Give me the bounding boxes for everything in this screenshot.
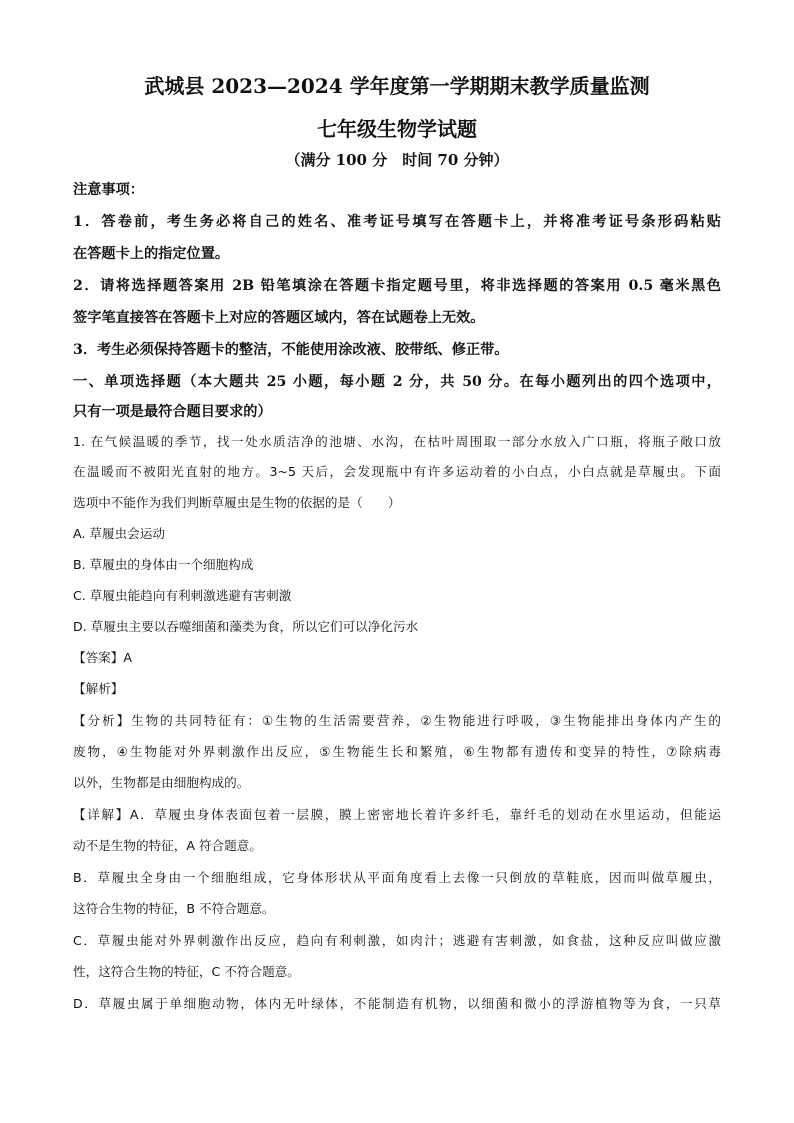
analysis-text-line-3: 以外，生物都是由细胞构成的。 [73,775,250,790]
option-d: D. 草履虫主要以吞噬细菌和藻类为食，所以它们可以净化污水 [73,619,419,634]
notice-item-1-cont: 在答题卡上的指定位置。 [73,246,230,262]
answer: 【答案】A [73,650,132,665]
section-heading-cont: 只有一项是最符合题目要求的） [73,404,272,420]
exam-subtitle: 七年级生物学试题 [317,117,477,141]
question-stem: 1. 在气候温暖的季节，找一处水质洁净的池塘、水沟，在枯叶周围取一部分水放入广口瓶，将瓶子敞口放 [73,434,721,449]
question-stem-line-3: 选项中不能作为我们判断草履虫是生物的依据的是（ ） [73,495,401,510]
question-stem-line-2: 在温暖而不被阳光直射的地方。3~5 天后，会发现瓶中有许多运动着的小白点，小白点就是草履虫。下面 [73,464,721,479]
option-c: C. 草履虫能趋向有利刺激逃避有害刺激 [73,588,292,603]
notice-item-2: 2．请将选择题答案用 2B 铅笔填涂在答题卡指定题号里，将非选择题的答案用 0.5 毫米黑色 [73,278,721,294]
detail-a: 【详解】A．草履虫身体表面包着一层膜，膜上密密地长着许多纤毛，靠纤毛的划动在水里运动，但能运 [73,807,721,822]
detail-c: C．草履虫能对外界刺激作出反应，趋向有利刺激，如肉汁；逃避有害刺激，如食盐，这种反应叫做应激 [73,933,721,948]
option-b: B. 草履虫的身体由一个细胞构成 [73,557,254,572]
detail-b: B．草履虫全身由一个细胞组成，它身体形状从平面角度看上去像一只倒放的草鞋底，因而叫做草履虫， [73,870,721,885]
analysis-text-line-2: 废物，④生物能对外界刺激作出反应，⑤生物能生长和繁殖，⑥生物都有遗传和变异的特性，⑦除病毒 [73,744,721,759]
notice-heading: 注意事项： [73,182,144,198]
notice-item-2-cont: 签字笔直接答在答题卡上对应的答题区域内，答在试题卷上无效。 [73,310,485,326]
exam-title: 武城县 2023—2024 学年度第一学期期末教学质量监测 [144,74,650,98]
analysis-text: 【分析】生物的共同特征有：①生物的生活需要营养，②生物能进行呼吸，③生物能排出身体内产生的 [73,713,721,728]
score-time-info: （满分 100 分 时间 70 分钟） [285,151,509,169]
detail-b-cont: 这符合生物的特征，B 不符合题意。 [73,901,275,916]
detail-a-cont: 动不是生物的特征，A 符合题意。 [73,838,262,853]
analysis-label: 【解析】 [73,681,124,696]
notice-item-3: 3．考生必须保持答题卡的整洁，不能使用涂改液、胶带纸、修正带。 [73,342,509,358]
notice-item-1: 1．答卷前，考生务必将自己的姓名、准考证号填写在答题卡上，并将准考证号条形码粘贴 [73,214,721,230]
section-heading: 一、单项选择题（本大题共 25 小题，每小题 2 分，共 50 分。在每小题列出的四个选项中， [73,374,721,390]
detail-d: D．草履虫属于单细胞动物，体内无叶绿体，不能制造有机物，以细菌和微小的浮游植物等为食，一只草 [73,996,721,1011]
detail-c-cont: 性，这符合生物的特征，C 不符合题意。 [73,964,300,979]
option-a: A. 草履虫会运动 [73,526,165,541]
